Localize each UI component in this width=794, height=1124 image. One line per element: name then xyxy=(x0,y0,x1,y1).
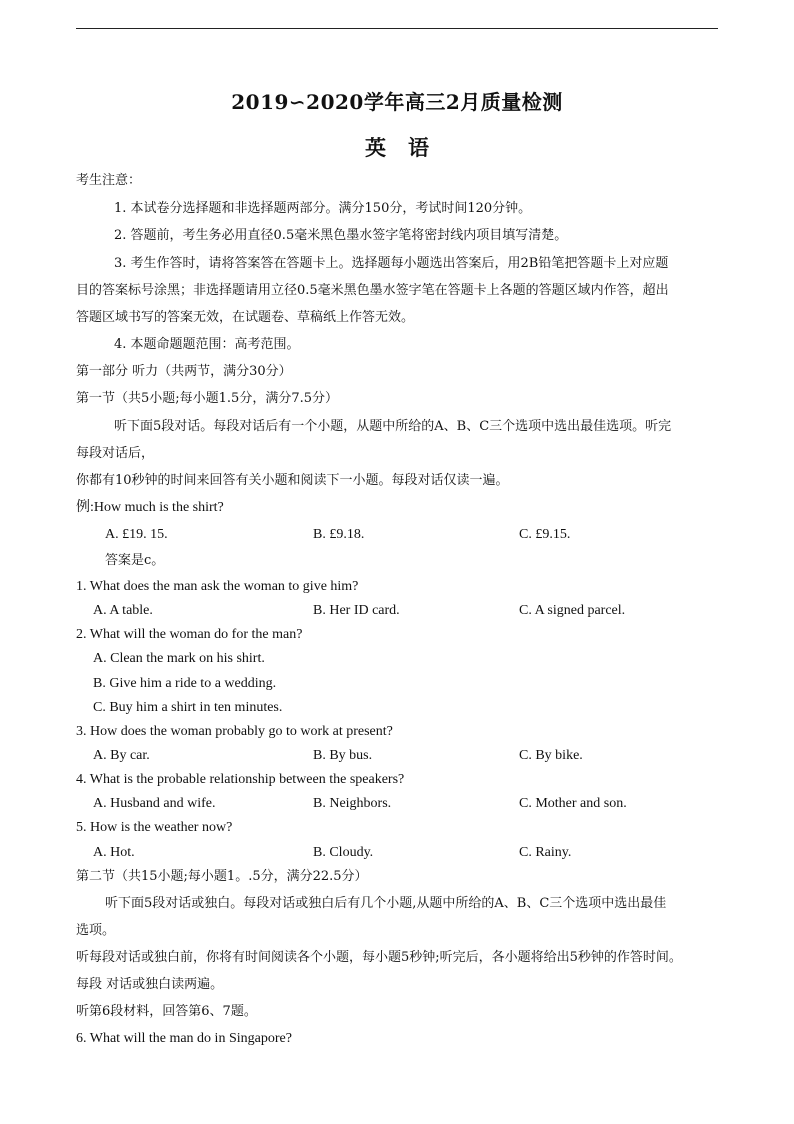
notice-item-cont: 答题区域书写的答案无效，在试题卷、草稿纸上作答无效。 xyxy=(76,310,415,325)
header-rule xyxy=(76,28,718,29)
section2-instruction: 听下面5段对话或独白。每段对话或独白后有几个小题,从题中所给的A、B、C三个选项中选出最佳 xyxy=(105,896,667,911)
q2-option-a: A. Clean the mark on his shirt. xyxy=(93,651,265,666)
section1-instruction: 听下面5段对话。每段对话后有一个小题，从题中所给的A、B、C三个选项中选出最佳选项。听完 xyxy=(114,419,672,434)
q1-option-c: C. A signed parcel. xyxy=(519,603,626,618)
question-5: 5. How is the weather now? xyxy=(76,820,233,835)
question-2: 2. What will the woman do for the man? xyxy=(76,627,303,642)
q4-option-b: B. Neighbors. xyxy=(313,796,392,811)
notice-item-cont: 目的答案标号涂黑；非选择题请用立径0.5毫米黑色墨水签字笔在答题卡上各题的答题区域内作答，超出 xyxy=(76,283,669,298)
example-answer: 答案是c。 xyxy=(105,553,165,568)
part1-heading: 第一部分 听力（共两节，满分30分） xyxy=(76,364,292,379)
example-option-c: C. £9.15. xyxy=(519,527,571,542)
question-4: 4. What is the probable relationship between the speakers? xyxy=(76,772,405,787)
q3-option-c: C. By bike. xyxy=(519,748,583,763)
notice-item: 2. 答题前，考生务必用直径0.5毫米黑色墨水签字笔将密封线内项目填写清楚。 xyxy=(114,228,568,243)
q2-option-c: C. Buy him a shirt in ten minutes. xyxy=(93,700,283,715)
subject-title: 英语 xyxy=(365,135,451,160)
section2-instruction: 听每段对话或独白前，你将有时间阅读各个小题，每小题5秒钟;听完后，各小题将给出5秒钟的作答时间。 xyxy=(76,950,682,965)
q5-option-a: A. Hot. xyxy=(93,845,135,860)
exam-title: 2019∽2020学年高三2月质量检测 xyxy=(231,90,563,114)
notice-heading: 考生注意： xyxy=(76,173,142,188)
section2-instruction: 选项。 xyxy=(76,923,116,938)
q4-option-a: A. Husband and wife. xyxy=(93,796,216,811)
q2-option-b: B. Give him a ride to a wedding. xyxy=(93,676,277,691)
q1-option-a: A. A table. xyxy=(93,603,153,618)
q5-option-c: C. Rainy. xyxy=(519,845,572,860)
example-option-a: A. £19. 15. xyxy=(105,527,168,542)
section1-instruction: 每段对话后， xyxy=(76,446,155,461)
section2-heading: 第二节（共15小题;每小题1。.5分，满分22.5分） xyxy=(76,869,368,884)
q5-option-b: B. Cloudy. xyxy=(313,845,374,860)
question-3: 3. How does the woman probably go to work at present? xyxy=(76,724,393,739)
q3-option-a: A. By car. xyxy=(93,748,150,763)
section2-instruction: 听第6段材料，回答第6、7题。 xyxy=(76,1004,257,1019)
section1-instruction: 你都有10秒钟的时间来回答有关小题和阅读下一小题。每段对话仅读一遍。 xyxy=(76,473,509,488)
question-6: 6. What will the man do in Singapore? xyxy=(76,1031,292,1046)
question-1: 1. What does the man ask the woman to give him? xyxy=(76,579,359,594)
notice-item: 4. 本题命题题范围：高考范围。 xyxy=(114,337,300,352)
example-option-b: B. £9.18. xyxy=(313,527,365,542)
notice-item: 3. 考生作答时，请将答案答在答题卡上。选择题每小题选出答案后，用2B铅笔把答题卡上对应题 xyxy=(114,256,669,271)
notice-item: 1. 本试卷分选择题和非选择题两部分。满分150分，考试时间120分钟。 xyxy=(114,201,532,216)
q4-option-c: C. Mother and son. xyxy=(519,796,627,811)
example-question: 例:How much is the shirt? xyxy=(76,500,224,515)
q1-option-b: B. Her ID card. xyxy=(313,603,400,618)
q3-option-b: B. By bus. xyxy=(313,748,373,763)
section1-heading: 第一节（共5小题;每小题1.5分，满分7.5分） xyxy=(76,391,338,406)
section2-instruction: 每段 对话或独白读两遍。 xyxy=(76,977,224,992)
